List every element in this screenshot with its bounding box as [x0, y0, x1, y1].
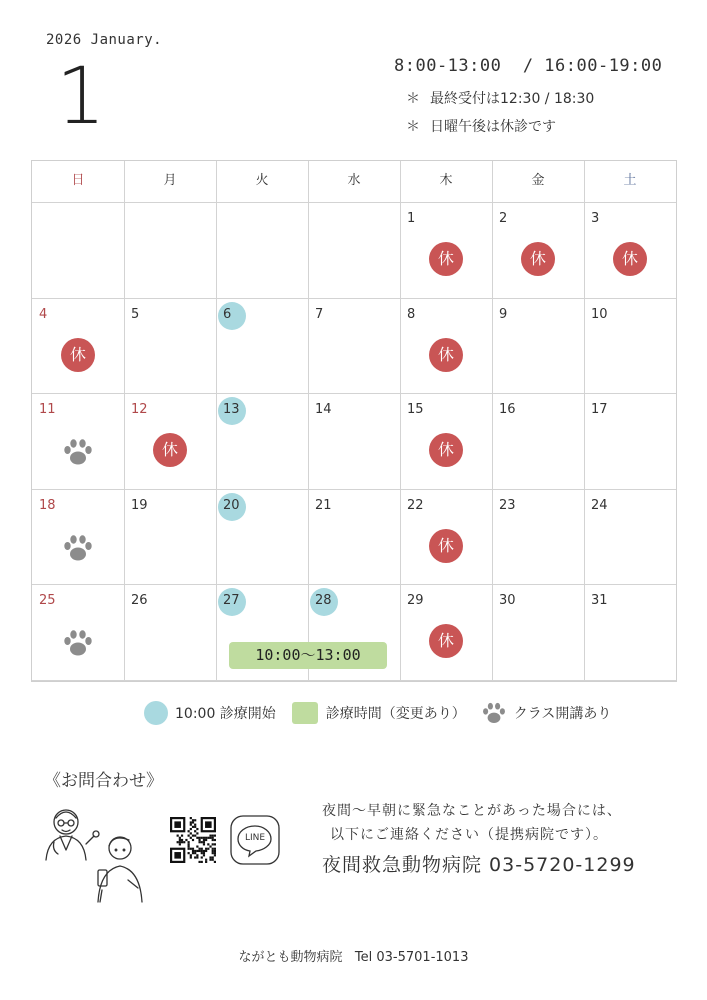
day-cell[interactable]	[492, 489, 584, 585]
staff-illustration-icon	[38, 798, 154, 908]
day-cell[interactable]	[216, 489, 308, 585]
day-cell[interactable]	[32, 584, 124, 680]
asterisk-mark: ＊	[406, 91, 420, 107]
day-number: 10	[591, 306, 608, 322]
calendar-grid	[31, 160, 677, 682]
day-number: 29	[407, 593, 424, 609]
day-cell[interactable]	[308, 298, 400, 394]
day-number: 15	[407, 402, 424, 418]
day-number: 19	[131, 497, 148, 513]
day-cell[interactable]	[400, 584, 492, 680]
day-cell[interactable]	[124, 489, 216, 585]
legend	[144, 700, 611, 726]
day-cell[interactable]	[32, 489, 124, 585]
day-cell[interactable]	[400, 489, 492, 585]
legend-late-start-label: 10:00 診療開始	[175, 706, 276, 722]
closed-day-badge: 休	[61, 338, 95, 372]
day-cell[interactable]	[216, 393, 308, 489]
last-reception-note	[406, 88, 594, 108]
closed-day-badge: 休	[429, 624, 463, 658]
day-number: 5	[131, 306, 140, 322]
day-cell[interactable]	[400, 393, 492, 489]
last-reception-text: 最終受付は12:30 / 18:30	[430, 91, 595, 107]
day-cell[interactable]	[124, 393, 216, 489]
day-number: 14	[315, 402, 332, 418]
day-number: 9	[499, 306, 508, 322]
weekday-header: 火	[255, 173, 269, 188]
day-cell[interactable]	[492, 584, 584, 680]
changed-hours-label: 10:00〜13:00	[229, 642, 387, 669]
day-number: 23	[499, 497, 516, 513]
weekday-header: 日	[71, 173, 85, 188]
day-number: 27	[223, 593, 240, 609]
month-number: 1	[56, 52, 106, 142]
emergency-hospital-phone[interactable]: 夜間救急動物病院 03-5720-1299	[322, 854, 636, 876]
legend-late-start-dot	[144, 701, 168, 725]
sunday-closed-text: 日曜午後は休診です	[430, 119, 556, 135]
legend-changed-hours-label: 診療時間（変更あり）	[325, 706, 466, 722]
day-cell[interactable]	[308, 393, 400, 489]
day-cell[interactable]	[32, 393, 124, 489]
day-cell[interactable]	[400, 298, 492, 394]
day-cell[interactable]	[584, 202, 676, 298]
day-number: 30	[499, 593, 516, 609]
closed-day-badge: 休	[429, 242, 463, 276]
business-hours: 8:00-13:00 / 16:00-19:00	[394, 56, 663, 76]
weekday-header: 月	[163, 173, 177, 188]
day-number: 24	[591, 497, 608, 513]
day-number: 7	[315, 306, 324, 322]
weekday-header: 金	[531, 173, 545, 188]
grid-row-line	[32, 680, 676, 681]
day-cell[interactable]	[124, 298, 216, 394]
contact-title: 《お問合わせ》	[44, 771, 163, 791]
closed-day-badge: 休	[429, 433, 463, 467]
footer-clinic-info: ながとも動物病院 Tel 03-5701-1013	[238, 950, 469, 965]
day-cell[interactable]	[584, 584, 676, 680]
day-number: 13	[223, 402, 240, 418]
day-number: 18	[39, 497, 56, 513]
day-cell[interactable]	[492, 202, 584, 298]
emergency-note-line2: 以下にご連絡ください（提携病院です）。	[330, 827, 608, 843]
day-cell[interactable]	[32, 298, 124, 394]
day-number: 22	[407, 497, 424, 513]
emergency-note-line1: 夜間〜早朝に緊急なことがあった場合には、	[322, 803, 622, 819]
weekday-header: 土	[623, 173, 637, 188]
legend-class-label: クラス開講あり	[513, 706, 612, 722]
day-number: 12	[131, 402, 148, 418]
legend-changed-hours-swatch	[292, 702, 318, 724]
year-month: 2026 January.	[46, 32, 163, 48]
closed-day-badge: 休	[521, 242, 555, 276]
day-number: 8	[407, 306, 416, 322]
weekday-header: 水	[347, 173, 361, 188]
day-number: 21	[315, 497, 332, 513]
day-number: 26	[131, 593, 148, 609]
closed-day-badge: 休	[429, 529, 463, 563]
line-label: LINE	[244, 833, 266, 843]
day-number: 31	[591, 593, 608, 609]
day-number: 28	[315, 593, 332, 609]
paw-icon	[61, 437, 95, 467]
day-cell[interactable]	[216, 298, 308, 394]
qr-code-icon[interactable]	[170, 817, 216, 863]
day-cell[interactable]	[124, 584, 216, 680]
day-cell[interactable]	[308, 489, 400, 585]
day-number: 6	[223, 306, 232, 322]
day-number: 1	[407, 211, 416, 226]
day-number: 20	[223, 497, 240, 513]
closed-day-badge: 休	[613, 242, 647, 276]
day-number: 25	[39, 593, 56, 609]
day-number: 16	[499, 402, 516, 418]
day-number: 2	[499, 211, 508, 226]
paw-icon	[61, 533, 95, 563]
sunday-closed-note	[406, 116, 556, 136]
weekday-header: 木	[439, 173, 453, 188]
day-cell[interactable]	[400, 202, 492, 298]
day-number: 4	[39, 306, 48, 322]
day-cell[interactable]	[492, 298, 584, 394]
paw-icon	[61, 628, 95, 658]
asterisk-mark: ＊	[406, 119, 420, 135]
closed-day-badge: 休	[153, 433, 187, 467]
day-number: 11	[39, 402, 56, 418]
day-cell[interactable]	[584, 298, 676, 394]
paw-icon	[480, 701, 508, 725]
day-number: 3	[591, 211, 600, 226]
day-cell[interactable]	[584, 489, 676, 585]
day-cell[interactable]	[584, 393, 676, 489]
day-number: 17	[591, 402, 608, 418]
day-cell[interactable]	[492, 393, 584, 489]
closed-day-badge: 休	[429, 338, 463, 372]
line-app-icon[interactable]	[229, 814, 281, 866]
